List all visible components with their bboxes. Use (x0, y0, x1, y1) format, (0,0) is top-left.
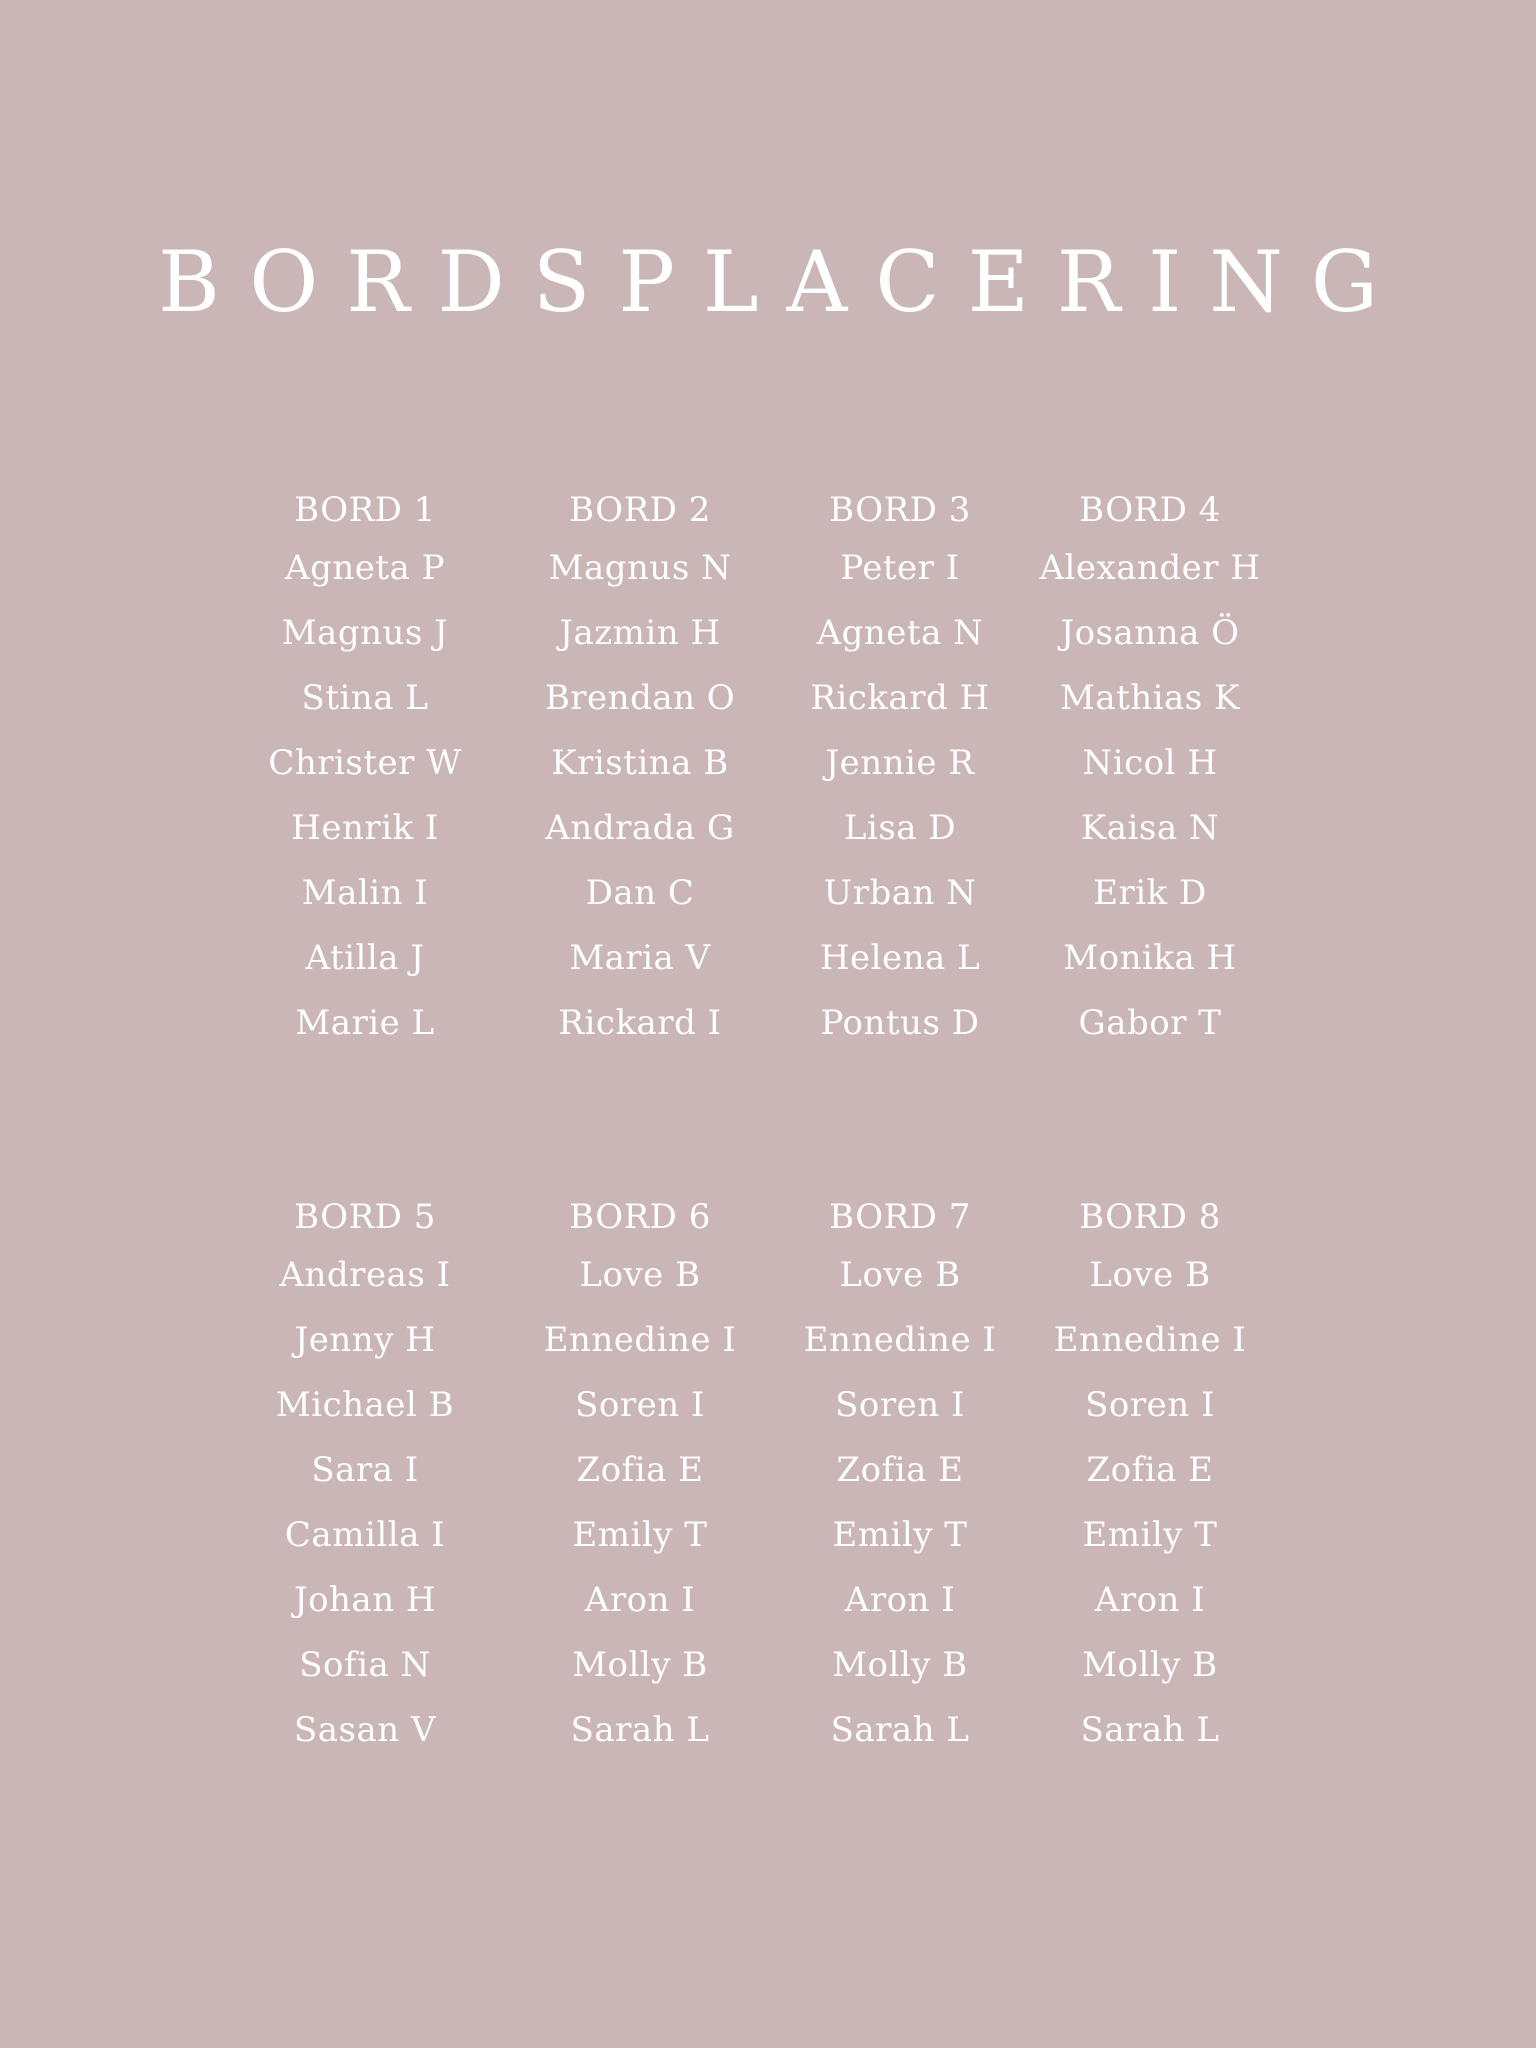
guest-name: Ennedine I (1053, 1320, 1247, 1360)
table-label: BORD 7 (829, 1197, 971, 1237)
table-label: BORD 1 (294, 490, 436, 530)
table-label: BORD 5 (294, 1197, 436, 1237)
guest-name: Dan C (585, 873, 695, 913)
guest-name: Sasan V (293, 1710, 437, 1750)
guest-name: Henrik I (291, 808, 439, 848)
guest-name: Brendan O (544, 678, 736, 718)
table-card-4 (1020, 484, 1280, 1056)
guest-name: Malin I (301, 873, 429, 913)
table-card-6 (510, 1191, 770, 1763)
guest-name: Sarah L (830, 1710, 970, 1750)
page-title: BORDSPLACERING (158, 233, 1406, 331)
guest-name: Nicol H (1082, 743, 1218, 783)
guest-list (510, 536, 770, 1056)
table-card-8 (1020, 1191, 1280, 1763)
guest-name: Marie L (295, 1003, 435, 1043)
table-card-7 (770, 1191, 1030, 1763)
guest-list (235, 536, 495, 1056)
guest-name: Sofia N (299, 1645, 431, 1685)
guest-name: Mathias K (1060, 678, 1240, 718)
guest-name: Kaisa N (1080, 808, 1220, 848)
guest-name: Gabor T (1078, 1003, 1222, 1043)
table-label: BORD 3 (829, 490, 971, 530)
guest-name: Magnus N (548, 548, 732, 588)
guest-name: Zofia E (576, 1450, 704, 1490)
guest-name: Molly B (832, 1645, 968, 1685)
guest-name: Jazmin H (559, 613, 721, 653)
guest-name: Atilla J (305, 938, 425, 978)
guest-name: Urban N (823, 873, 977, 913)
guest-name: Andrada G (545, 808, 735, 848)
table-label: BORD 2 (569, 490, 711, 530)
guest-name: Helena L (819, 938, 981, 978)
guest-name: Aron I (584, 1580, 696, 1620)
guest-name: Maria V (569, 938, 711, 978)
guest-name: Emily T (572, 1515, 708, 1555)
guest-name: Kristina B (551, 743, 729, 783)
guest-name: Zofia E (836, 1450, 964, 1490)
guest-name: Michael B (275, 1385, 455, 1425)
guest-name: Jenny H (294, 1320, 436, 1360)
guest-name: Camilla I (284, 1515, 446, 1555)
guest-list (1020, 1243, 1280, 1763)
table-card-5 (235, 1191, 495, 1763)
table-label: BORD 8 (1079, 1197, 1221, 1237)
guest-name: Pontus D (820, 1003, 980, 1043)
guest-name: Soren I (835, 1385, 965, 1425)
guest-name: Jennie R (825, 743, 975, 783)
guest-name: Love B (579, 1255, 701, 1295)
table-card-2 (510, 484, 770, 1056)
guest-list (1020, 536, 1280, 1056)
guest-name: Love B (839, 1255, 961, 1295)
guest-name: Ennedine I (803, 1320, 997, 1360)
guest-name: Erik D (1093, 873, 1207, 913)
guest-name: Soren I (575, 1385, 705, 1425)
guest-name: Rickard H (810, 678, 990, 718)
guest-name: Agneta P (285, 548, 445, 588)
guest-name: Andreas I (279, 1255, 451, 1295)
guest-list (510, 1243, 770, 1763)
table-label: BORD 6 (569, 1197, 711, 1237)
guest-name: Sarah L (570, 1710, 710, 1750)
guest-name: Zofia E (1086, 1450, 1214, 1490)
guest-name: Ennedine I (543, 1320, 737, 1360)
guest-name: Alexander H (1039, 548, 1261, 588)
guest-name: Monika H (1063, 938, 1237, 978)
guest-name: Aron I (844, 1580, 956, 1620)
guest-name: Aron I (1094, 1580, 1206, 1620)
guest-name: Stina L (301, 678, 429, 718)
guest-list (770, 536, 1030, 1056)
guest-name: Love B (1089, 1255, 1211, 1295)
guest-name: Sarah L (1080, 1710, 1220, 1750)
guest-name: Lisa D (843, 808, 957, 848)
guest-list (770, 1243, 1030, 1763)
table-label: BORD 4 (1079, 490, 1221, 530)
guest-name: Agneta N (816, 613, 984, 653)
guest-name: Molly B (1082, 1645, 1218, 1685)
guest-name: Sara I (311, 1450, 419, 1490)
table-card-1 (235, 484, 495, 1056)
guest-name: Soren I (1085, 1385, 1215, 1425)
guest-list (235, 1243, 495, 1763)
guest-name: Emily T (1082, 1515, 1218, 1555)
guest-name: Christer W (268, 743, 462, 783)
guest-name: Josanna Ö (1060, 613, 1240, 653)
guest-name: Rickard I (558, 1003, 722, 1043)
guest-name: Molly B (572, 1645, 708, 1685)
guest-name: Emily T (832, 1515, 968, 1555)
guest-name: Johan H (293, 1580, 437, 1620)
guest-name: Magnus J (281, 613, 449, 653)
guest-name: Peter I (840, 548, 960, 588)
table-card-3 (770, 484, 1030, 1056)
